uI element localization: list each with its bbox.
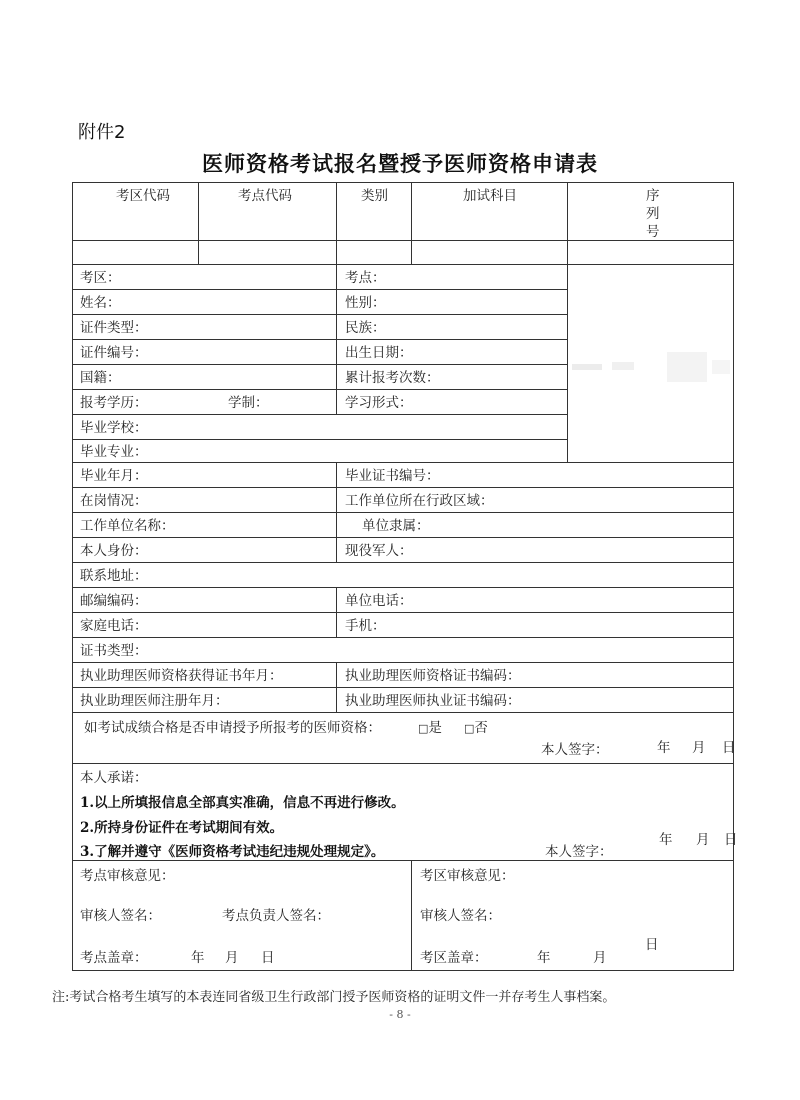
review-site-opinion: 考点审核意见： bbox=[80, 868, 175, 884]
field-school: 毕业学校： bbox=[80, 420, 148, 436]
checkbox-icon[interactable]: □ bbox=[418, 722, 429, 735]
field-asst-license-no: 执业助理医师执业证书编码： bbox=[345, 693, 521, 709]
review-area-opinion: 考区审核意见： bbox=[420, 868, 515, 884]
pledge-heading: 本人承诺： bbox=[80, 770, 148, 786]
pledge-year: 年 bbox=[659, 832, 673, 848]
review-area-year: 年 bbox=[537, 950, 551, 966]
review-site-day: 日 bbox=[261, 950, 275, 966]
review-area-month: 月 bbox=[593, 950, 607, 966]
field-postcode: 邮编编码： bbox=[80, 593, 148, 609]
field-cert-type: 证书类型： bbox=[80, 643, 148, 659]
field-work-region: 工作单位所在行政区域： bbox=[345, 493, 494, 509]
field-mobile: 手机： bbox=[345, 618, 386, 634]
header-category: 类别 bbox=[361, 188, 388, 204]
review-area-seal: 考区盖章： bbox=[420, 950, 488, 966]
header-serial-3: 号 bbox=[646, 224, 660, 240]
apply-no-label: 否 bbox=[474, 720, 488, 736]
field-birth-date: 出生日期： bbox=[345, 345, 413, 361]
apply-day: 日 bbox=[722, 740, 736, 756]
review-site-seal: 考点盖章： bbox=[80, 950, 148, 966]
apply-year: 年 bbox=[657, 740, 671, 756]
field-address: 联系地址： bbox=[80, 568, 148, 584]
apply-signature: 本人签字： bbox=[541, 742, 609, 758]
field-grad-cert-no: 毕业证书编号： bbox=[345, 468, 440, 484]
field-education: 报考学历： bbox=[80, 395, 148, 411]
review-area-reviewer-sign: 审核人签名： bbox=[420, 908, 501, 924]
field-exam-area: 考区： bbox=[80, 270, 121, 286]
field-home-phone: 家庭电话： bbox=[80, 618, 148, 634]
field-major: 毕业专业： bbox=[80, 444, 148, 460]
header-exam-site-code: 考点代码 bbox=[238, 188, 292, 204]
field-employer: 工作单位名称： bbox=[80, 518, 175, 534]
review-site-month: 月 bbox=[225, 950, 239, 966]
review-site-year: 年 bbox=[191, 950, 205, 966]
apply-no-option[interactable] bbox=[464, 720, 488, 737]
apply-yes-option[interactable] bbox=[418, 720, 442, 737]
field-exam-count: 累计报考次数： bbox=[345, 370, 440, 386]
field-id-type: 证件类型： bbox=[80, 320, 148, 336]
header-serial-1: 序 bbox=[646, 188, 660, 204]
field-grad-date: 毕业年月： bbox=[80, 468, 148, 484]
field-on-duty: 在岗情况： bbox=[80, 493, 148, 509]
field-id-number: 证件编号： bbox=[80, 345, 148, 361]
pledge-item-1: 1.以上所填报信息全部真实准确，信息不再进行修改。 bbox=[80, 795, 405, 811]
page-number: - 8 - bbox=[389, 1008, 411, 1021]
review-site-head-sign: 考点负责人签名： bbox=[222, 908, 330, 924]
field-name: 姓名： bbox=[80, 295, 121, 311]
header-extra-subject: 加试科目 bbox=[463, 188, 517, 204]
header-exam-area-code: 考区代码 bbox=[116, 188, 170, 204]
pledge-day: 日 bbox=[724, 832, 738, 848]
pledge-signature: 本人签字： bbox=[545, 844, 613, 860]
field-study-form: 学习形式： bbox=[345, 395, 413, 411]
field-exam-site: 考点： bbox=[345, 270, 386, 286]
review-reviewer-sign: 审核人签名： bbox=[80, 908, 161, 924]
photo-placeholder bbox=[572, 350, 732, 386]
header-serial-2: 列 bbox=[646, 206, 660, 222]
field-identity: 本人身份： bbox=[80, 543, 148, 559]
apply-month: 月 bbox=[692, 740, 706, 756]
field-gender: 性别： bbox=[345, 295, 386, 311]
field-affiliation: 单位隶属： bbox=[362, 518, 430, 534]
footer-note: 注:考试合格考生填写的本表连同省级卫生行政部门授予医师资格的证明文件一并存考生人事档案。 bbox=[52, 990, 616, 1005]
field-military: 现役军人： bbox=[345, 543, 413, 559]
form-title: 医师资格考试报名暨授予医师资格申请表 bbox=[202, 151, 598, 176]
apply-yes-label: 是 bbox=[428, 720, 442, 736]
attachment-label: 附件2 bbox=[78, 122, 126, 143]
field-schooling-length: 学制： bbox=[228, 395, 269, 411]
field-asst-cert-no: 执业助理医师资格证书编码： bbox=[345, 668, 521, 684]
field-asst-cert-date: 执业助理医师资格获得证书年月： bbox=[80, 668, 283, 684]
pledge-month: 月 bbox=[696, 832, 710, 848]
field-nationality: 国籍： bbox=[80, 370, 121, 386]
field-asst-reg-date: 执业助理医师注册年月： bbox=[80, 693, 229, 709]
pledge-item-2: 2.所持身份证件在考试期间有效。 bbox=[80, 820, 284, 836]
apply-question: 如考试成绩合格是否申请授予所报考的医师资格： bbox=[84, 720, 381, 736]
field-ethnicity: 民族： bbox=[345, 320, 386, 336]
checkbox-icon[interactable]: □ bbox=[464, 722, 475, 735]
field-work-phone: 单位电话： bbox=[345, 593, 413, 609]
review-area-day: 日 bbox=[645, 937, 659, 953]
pledge-item-3: 3.了解并遵守《医师资格考试违纪违规处理规定》。 bbox=[80, 844, 385, 860]
